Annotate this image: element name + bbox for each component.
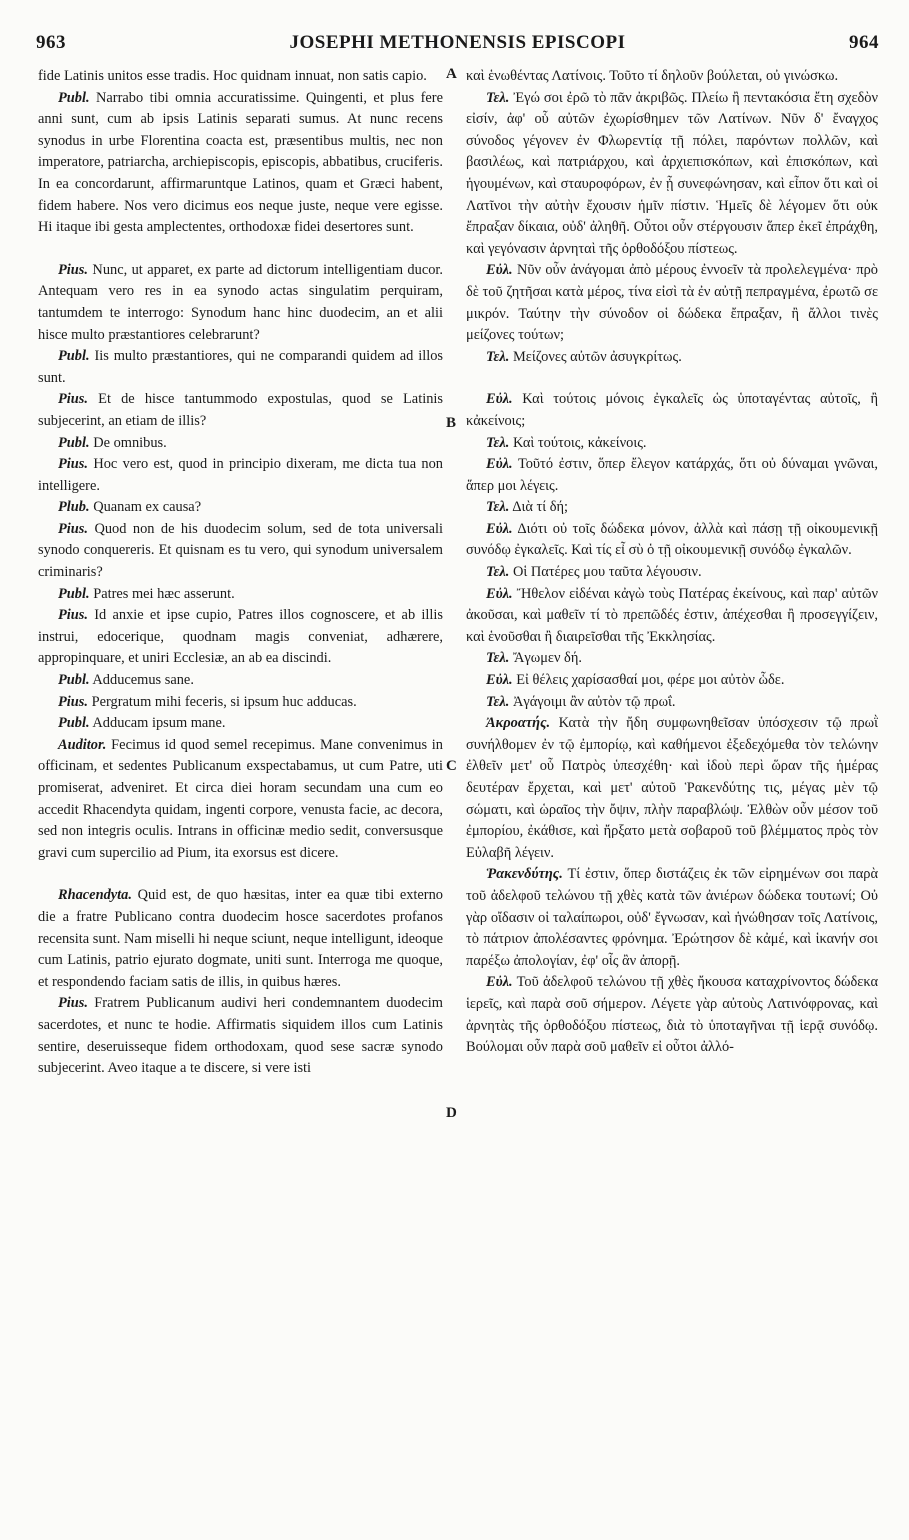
speaker-label: Τελ. (486, 348, 510, 365)
dialogue-paragraph (38, 497, 443, 519)
speaker-label: Pius. (58, 693, 88, 710)
speaker-label: Τελ. (486, 499, 510, 516)
paragraph-text: Quid est, de quo hæsitas, inter ea quæ tibi externo die a fratre Publicano contra duodecim hosce sacerdotes profanos recensita sunt. Nam miselli hi neque sciunt, neque intelligunt, ideoque cum Latinis, patrio ejurato dogmate, uniti sunt. Interroga me quoque, et respondendo faciam satis de illis, in quibus hæres. (38, 887, 443, 990)
dialogue-paragraph (38, 454, 443, 497)
dialogue-paragraph (466, 692, 878, 714)
paragraph-text: Τοῦτό ἐστιν, ὅπερ ἔλεγον κατάρχάς, ὅτι οὐ δύναμαι γνῶναι, ἅπερ μοι λέγεις. (466, 456, 878, 494)
paragraph-text: Adducemus sane. (92, 672, 194, 689)
dialogue-paragraph (466, 454, 878, 497)
speaker-label: Τελ. (486, 89, 510, 106)
dialogue-paragraph (38, 66, 443, 88)
dialogue-paragraph (466, 562, 878, 584)
dialogue-paragraph (466, 260, 878, 346)
speaker-label: Εὐλ. (486, 456, 513, 473)
paragraph-text: Τοῦ ἀδελφοῦ τελώνου τῇ χθὲς ἤκουσα καταχρίνοντος δώδεκα ἱερεῖς, καὶ παρὰ σοῦ σήμερον. Λέγετε γὰρ αὐτοὺς Λατινόφρονας, καὶ ἀρνητὰς τῆς ὀρθοδόξου πίστεως, διὰ τὸ ὑποταγῆναι τῇ ἱερᾷ συνόδῳ. Βούλομαι οὖν παρὰ σοῦ μαθεῖν εἰ οὗτοι ἀλλό- (466, 974, 878, 1056)
dialogue-paragraph (466, 519, 878, 562)
speaker-label: Pius. (58, 995, 88, 1012)
dialogue-paragraph (466, 670, 878, 692)
speaker-label: Εὐλ. (486, 520, 513, 537)
dialogue-paragraph (38, 260, 443, 346)
paragraph-text: Νῦν οὖν ἀνάγομαι ἀπὸ μέρους ἐννοεῖν τὰ προλελεγμένα· πρὸ δὲ τοῦ ζητῆσαι κατὰ μέρος, τίνα εἰσὶ τὰ ἐν αὐτῇ πεπραγμένα, ἐρωτῶ σε μικρόν. Ταύτην τὴν σύνοδον οἱ δώδεκα ἔπραξαν, ἢ ἄλλοι τινὲς μείζονες τούτων; (466, 262, 878, 344)
dialogue-paragraph (466, 66, 878, 88)
paragraph-text: Οἱ Πατέρες μου ταῦτα λέγουσιν. (512, 564, 702, 581)
speaker-label: Pius. (58, 607, 88, 624)
paragraph-text: Κατὰ τὴν ἤδη συμφωνηθεῖσαν ὑπόσχεσιν τῷ πρωῒ συνήλθομεν ἐν τῷ ἐμπορίῳ, καὶ καθήμενοι ἐξεδεχόμεθα τὸν τελώνην ἐλθεῖν μετ' οὗ Πατρὸς ὑπεσχέθη· καὶ ἰδοὺ περὶ ὥραν τῆς ἡμέρας δευτέραν ἔρχεται, καὶ μετ' αὐτοῦ Ῥακενδύτης τις, μέγας μὲν τῷ σώματι, καὶ ὡραῖος τὴν ὄψιν, πλὴν παραβλώψ. Ἐλθὼν οὖν μέσον τοῦ ἐμπορίου, ἐκάθισε, καὶ ἤρξατο μετὰ σοβαροῦ τοῦ βλέμματος πρὸς τὸν Εὐλαβῆ λέγειν. (466, 715, 878, 861)
paragraph-text: Ἐγώ σοι ἐρῶ τὸ πᾶν ἀκριβῶς. Πλείω ἢ πεντακόσια ἔτη σχεδὸν εἰσίν, ἀφ' οὗ αὐτῶν ἐχωρίσθημεν τῶν Λατίνων. Νῦν δ' ἔναγχος σύνοδος γέγονεν ἐν Φλωρεντίᾳ τῇ πόλει, παρόντων πολλῶν, καὶ βασιλέως, καὶ πατριάρχου, καὶ ἀρχιεπισκόπων, καὶ ἐπισκόπων, καὶ ἡγουμένων, καὶ σταυροφόρων, ἐν ᾗ συνεφώνησαν, καὶ εἶπον ὅτι καὶ οἱ Λατῖνοι τὴν αὐτὴν ἔχουσιν ἡμῖν πίστιν. Ἡμεῖς δὲ λέγομεν ὅτι οὐκ ἔπραξαν δίκαια, οὐδ' ἀληθῆ. Οὗτοι οὖν στέργουσιν ἅπερ ἐκεῖ ἐπράχθη, καὶ γεγόνασιν ἀρνηταὶ τῆς ὀρθοδόξου πίστεως. (466, 89, 878, 257)
speaker-label: Publ. (58, 585, 90, 602)
paragraph-text: Ἀγάγοιμι ἂν αὐτὸν τῷ πρωΐ. (512, 693, 676, 710)
dialogue-paragraph (466, 347, 878, 369)
dialogue-paragraph (38, 88, 443, 239)
paragraph-text: Μείζονες αὐτῶν ἀσυγκρίτως. (512, 348, 682, 365)
speaker-label: Publ. (58, 89, 90, 106)
speaker-label: Publ. (58, 348, 90, 365)
paragraph-text: Iis multo præstantiores, qui ne comparandi quidem ad illos sunt. (38, 348, 443, 386)
speaker-label: Τελ. (486, 564, 510, 581)
paragraph-text: Quanam ex causa? (93, 499, 202, 516)
page-number-left: 963 (36, 32, 66, 53)
dialogue-paragraph (38, 993, 443, 1079)
dialogue-paragraph (466, 88, 878, 261)
dialogue-paragraph (38, 692, 443, 714)
dialogue-paragraph (38, 389, 443, 432)
paragraph-text: Et de hisce tantummodo expostulas, quod se Latinis subjecerint, an etiam de illis? (38, 391, 443, 429)
speaker-label: Rhacendyta. (58, 887, 132, 904)
dialogue-paragraph (38, 670, 443, 692)
margin-letter-d: D (446, 1105, 457, 1121)
dialogue-paragraph (466, 972, 878, 1058)
dialogue-paragraph (38, 584, 443, 606)
dialogue-paragraph (466, 713, 878, 864)
speaker-label: Εὐλ. (486, 262, 513, 279)
page-number-right: 964 (849, 32, 879, 53)
paragraph-text: fide Latinis unitos esse tradis. Hoc quidnam innuat, non satis capio. (38, 68, 427, 84)
paragraph-text: Fratrem Publicanum audivi heri condemnantem duodecim sacerdotes, et nunc te hodie. Affirmatis siquidem illos cum Latinis sentire, deseruisseque fidem orthodoxam, quod sese sacræ synodo subjecerint. Aveo itaque a te discere, si vere isti (38, 995, 443, 1077)
paragraph-text: Εἰ θέλεις χαρίσασθαί μοι, φέρε μοι αὐτὸν ὧδε. (516, 672, 785, 689)
paragraph-text: Hoc vero est, quod in principio dixeram, me dicta tua non intelligere. (38, 456, 443, 494)
dialogue-paragraph (38, 346, 443, 389)
paragraph-text: Adducam ipsum mane. (92, 715, 226, 732)
speaker-label: Ῥακενδύτης. (486, 866, 563, 883)
dialogue-paragraph (466, 648, 878, 670)
paragraph-text: Ἤθελον εἰδέναι κἀγὼ τοὺς Πατέρας ἐκείνους, καὶ παρ' αὐτῶν ἀκοῦσαι, καὶ μαθεῖν τί τὸ πρεπῶδές ἐστιν, ἀπέχεσθαι ἢ προσεγγίζειν, καὶ ἑνοῦσθαι ἢ διαιρεῖσθαι τῆς Ἐκκλησίας. (466, 585, 878, 645)
dialogue-paragraph (466, 584, 878, 649)
dialogue-paragraph (38, 519, 443, 584)
paragraph-text: Id anxie et ipse cupio, Patres illos cognoscere, et ab illis instrui, edocerique, quodnam magis conveniat, adhærere, appropinquare, et uniri Ecclesiæ, an ab ea discindi. (38, 607, 443, 667)
dialogue-paragraph (466, 389, 878, 432)
paragraph-text: Fecimus id quod semel recepimus. Mane convenimus in officinam, et sedentes Publicanum exspectabamus, ut cum Patre, uti promiserat, adveniret. Et circa diei horam secundam una cum eo accedit Rhacendyta quidam, ingenti corpore, venusta facie, ac decora, sed non integris oculis. Intrans in officinæ medio sedit, conversusque gravi cum supercilio ad Pium, ita exorsus est dicere. (38, 736, 443, 861)
paragraph-text: Quod non de his duodecim solum, sed de tota universali synodo conquereris. Et quisnam es tu vero, qui synodum universalem criminaris? (38, 520, 443, 581)
speaker-label: Τελ. (486, 650, 510, 667)
paragraph-text: Διότι οὐ τοῖς δώδεκα μόνον, ἀλλὰ καὶ πάσῃ τῇ οἰκουμενικῇ συνόδῳ ἐγκαλεῖς. Καὶ τίς εἶ σὺ ὁ τῇ οἰκουμενικῇ συνόδῳ ἐγκαλῶν. (466, 520, 878, 559)
dialogue-paragraph (38, 885, 443, 993)
speaker-label: Pius. (58, 391, 88, 408)
speaker-label: Pius. (58, 261, 88, 278)
page-header (36, 32, 879, 60)
paragraph-text: Καὶ τούτοις, κἀκείνοις. (512, 434, 647, 451)
paragraph-text: Καὶ τούτοις μόνοις ἐγκαλεῖς ὡς ὑποταγέντας αὐτοῖς, ἢ κἀκείνοις; (466, 391, 878, 429)
dialogue-paragraph (466, 497, 878, 519)
latin-column (38, 66, 443, 1080)
speaker-label: Pius. (58, 520, 88, 537)
margin-letter-c: C (446, 758, 457, 774)
speaker-label: Εὐλ. (486, 391, 513, 408)
dialogue-paragraph (466, 433, 878, 455)
paragraph-text: Τί ἐστιν, ὅπερ διστάζεις ἐκ τῶν εἰρημένων σοι παρὰ τοῦ ἀδελφοῦ τελώνου τῇ χθὲς κατὰ τῶν ἀνιέρων δώδεκα τουτωνί; Οὐ γὰρ οἴδασιν οἱ ταλαίπωροι, οὐδ' ἔγνωσαν, καὶ ἡνώθησαν τοῖς Λατίνοις, τὸ πάτριον ἀπολέσαντες φρόνημα. Ἐρώτησον δὲ κἀμέ, καὶ ἱκανήν σοι παρέξω ἀπολογίαν, ἐφ' οἷς ἂν ἀπορῇ. (466, 866, 879, 969)
speaker-label: Plub. (58, 499, 90, 516)
paragraph-text: καὶ ἑνωθέντας Λατίνοις. Τοῦτο τί δηλοῦν βούλεται, οὐ γινώσκω. (466, 68, 839, 84)
paragraph-text: Pergratum mihi feceris, si ipsum huc adducas. (91, 693, 357, 710)
paragraph-text: De omnibus. (93, 434, 167, 451)
speaker-label: Τελ. (486, 434, 510, 451)
dialogue-paragraph (38, 735, 443, 865)
speaker-label: Τελ. (486, 693, 510, 710)
dialogue-paragraph (38, 433, 443, 455)
speaker-label: Publ. (58, 434, 90, 451)
speaker-label: Publ. (58, 672, 90, 689)
paragraph-text: Ἄγωμεν δή. (512, 650, 582, 667)
speaker-label: Εὐλ. (486, 585, 513, 602)
dialogue-paragraph (466, 864, 878, 972)
paragraph-text: Nunc, ut apparet, ex parte ad dictorum intelligentiam ducor. Antequam vero res in ea synodo actas singulatim perquiram, tantumdem te interrogo: Synodum hanc hinc duodecim, an et alii hisce multo præstantiores celebrarunt? (38, 261, 443, 343)
paragraph-text: Patres mei hæc asserunt. (93, 585, 235, 602)
dialogue-paragraph (38, 713, 443, 735)
speaker-label: Publ. (58, 715, 90, 732)
dialogue-paragraph (38, 605, 443, 670)
speaker-label: Εὐλ. (486, 974, 513, 991)
speaker-label: Εὐλ. (486, 672, 513, 689)
margin-letter-b: B (446, 415, 457, 431)
greek-column (466, 66, 878, 1059)
running-title: JOSEPHI METHONENSIS EPISCOPI (289, 32, 626, 53)
speaker-label: Pius. (58, 456, 88, 473)
margin-letter-a: A (446, 66, 457, 82)
speaker-label: Ἀκροατής. (486, 715, 551, 732)
speaker-label: Auditor. (58, 736, 107, 753)
paragraph-text: Narrabo tibi omnia accuratissime. Quingenti, et plus fere anni sunt, cum ab ipsis Latinis separati sumus. At nunc recens synodus in urbe Florentina coacta est, præsentibus multis, nec non imperatore, patriarcha, archiepiscopis, episcopis, abbatibus, cruciferis. In ea concordarunt, affirmaruntque Latinos, quam et Græci habent, fidem habere. Nos vero dicimus eos neque juste, neque vere egisse. Hi itaque ibi gesta amplectentes, orthodoxæ fidei desertores sunt. (38, 89, 443, 236)
paragraph-text: Διὰ τί δή; (512, 499, 569, 516)
